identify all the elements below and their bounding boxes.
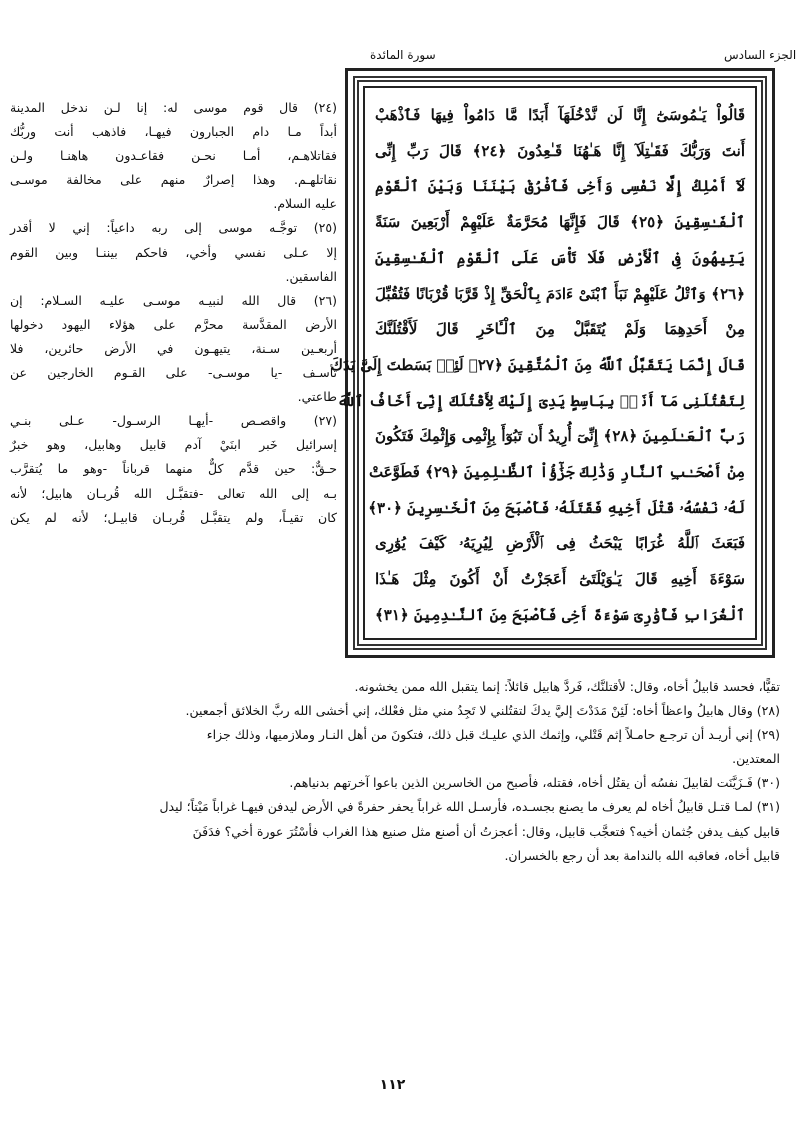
tafsir-line: حـقٌّ: حين قدَّم كلٌّ منهما قرباناً -وهو ما يُتقرَّب <box>10 461 337 477</box>
tafsir-wide-column <box>40 675 780 868</box>
quran-line: ﴿٢٦﴾ وَٱتْلُ عَلَيْهِمْ نَبَأَ ٱبْنَىْ ءَادَمَ بِٱلْحَقِّ إِذْ قَرَّبَا قُرْبَانًا فَتُقُبِّلَ <box>375 284 745 303</box>
quran-line: مِنْ أَحَدِهِمَا وَلَمْ يُتَقَبَّلْ مِنَ ٱلْـَٔاخَرِ قَالَ لَأَقْتُلَنَّكَ <box>375 320 745 339</box>
surah-label: سورة المائدة <box>370 48 436 62</box>
quran-line: ٱلْغُرَابِ فَأُوَٰرِىَ سَوْءَةَ أَخِى فَأَصْبَحَ مِنَ ٱلنَّـٰدِمِينَ ﴿٣١﴾ <box>375 605 745 624</box>
tafsir-line: نقاتلهـم. وهذا إصرارٌ منهم على مخالفة موسـى <box>10 172 337 188</box>
tafsir-line: الأرض المقدَّسة محرَّم على هؤلاء اليهود دخولها <box>10 316 337 332</box>
tafsir-line: المعتدين. <box>732 751 780 767</box>
tafsir-line: (٢٤) قال قوم موسى له: إنا لـن ندخل المدينة <box>10 100 337 115</box>
quran-line: لِتَقْتُلَنِى مَآ أَنَا۠ بِبَاسِطٍ يَدِىَ إِلَيْكَ لِأَقْتُلَكَ إِنِّىٓ أَخَافُ ٱللَّهَ <box>337 391 745 410</box>
tafsir-line: تقيًّا، فحسد قابيلُ أخاه، وقال: لأقتلنَّك، فَردَّ هابيل قائلاً: إنما يتقبل الله ممن يخشونه. <box>354 679 780 694</box>
tafsir-line: إسرائيل خَبر ابنَيْ آدم قابيل وهابيل، وهو خبرٌ <box>10 437 337 453</box>
quran-line: قَالُواْ يَـٰمُوسَىٰٓ إِنَّا لَن نَّدْخُلَهَآ أَبَدًا مَّا دَامُواْ فِيهَا فَٱذْهَبْ <box>375 106 745 124</box>
quran-line: يَتِيهُونَ فِى ٱلْأَرْضِ فَلَا تَأْسَ عَلَى ٱلْقَوْمِ ٱلْفَـٰسِقِينَ <box>375 248 745 267</box>
tafsir-line: فقاتلاهـم، أمـا نحـن فقاعـدون هاهنـا ولـن <box>10 148 337 164</box>
quran-text-frame <box>330 68 775 658</box>
tafsir-line: بـه إلى الله تعالى -فتقبَّـل الله قُربـان هابيل؛ لأنه <box>10 485 337 501</box>
tafsir-line: (٣٠) فَـزَيَّنَت لقابيلَ نفسُه أن يقتُل أخاه، فقتله، فأصبح من الخاسرين الذين باعوا آخرتهم بدنياهم. <box>289 775 780 791</box>
quran-text-block <box>330 86 757 640</box>
page-number: ١١٢ <box>379 1077 406 1093</box>
quran-line: لَآ أَمْلِكُ إِلَّا نَفْسِى وَأَخِى فَٱفْرُقْ بَيْنَنَا وَبَيْنَ ٱلْقَوْمِ <box>375 177 745 196</box>
tafsir-line: كان تقيـاً، ولم يتقبَّـل قُربـان قابيـل؛ لأنه لم يكن <box>10 509 337 525</box>
tafsir-line: إلا عـلى نفسي وأخي، فاحكم بيننـا وبين القوم <box>10 244 337 260</box>
tafsir-line: أربعـين سـنة، يتيهـون في الأرض حائرين، فلا <box>10 340 337 356</box>
tafsir-line: قابيل كيف يدفن جُثمان أخيه؟ فتعجَّب قابيل، وقال: أعجزتُ أن أصنع مثل صنيع هذا الغراب فأسْتُرَ عورة أخي؟ فدَفَنَ <box>192 823 780 839</box>
tafsir-side-column <box>10 96 337 530</box>
quran-line: مِنْ أَصْحَـٰبِ ٱلنَّارِ وَذَٰلِكَ جَزَٰٓؤُاْ ٱلظَّـٰلِمِينَ ﴿٢٩﴾ فَطَوَّعَتْ <box>368 463 745 482</box>
tafsir-line: (٣١) لمـا قتـل قابيلُ أخاه لم يعرف ما يصنع بجسـده، فأرسـل الله غراباً يحفر حفرةً في الأرض ليدفن فيهـا غراباً مَيْتاً؛ ليدل <box>159 799 780 815</box>
tafsir-line: (٢٥) توجَّـه موسى إلى ربه داعياً: إني لا أقدر <box>10 220 337 236</box>
quran-line: لَهُۥ نَفْسُهُۥ قَتْلَ أَخِيهِ فَقَتَلَهُۥ فَأَصْبَحَ مِنَ ٱلْخَـٰسِرِينَ ﴿٣٠﴾ <box>368 498 745 517</box>
tafsir-line: تأسـف -يا موسـى- على القـوم الخارجين عن <box>10 365 337 381</box>
tafsir-line: (٢٩) إني أريـد أن ترجـع حامـلاً إثم قَتْلي، وإثمك الذي عليـك قبل ذلك، فتكونَ من أهل النـار وملازميها، وذلك جزاء <box>206 727 780 743</box>
tafsir-line: (٢٨) وقال هابيلُ واعظاً أخاه: لَئِنْ مَدَدْتَ إليَّ يدكَ لتقتُلني لا تَجِدُ مني مثل فعْلك، إني أخشى الله ربَّ الخلائق أجمعين. <box>185 703 780 719</box>
tafsir-line: طاعتي. <box>297 389 337 405</box>
quran-line: ٱلْفَـٰسِقِينَ ﴿٢٥﴾ قَالَ فَإِنَّهَا مُحَرَّمَةٌ عَلَيْهِمْ أَرْبَعِينَ سَنَةً <box>375 213 745 232</box>
ornamental-border <box>330 76 767 650</box>
quran-line: سَوْءَةَ أَخِيهِ قَالَ يَـٰوَيْلَتَىٰٓ أَعَجَزْتُ أَنْ أَكُونَ مِثْلَ هَـٰذَا <box>375 570 745 589</box>
tafsir-line: أبداً مـا دام الجبارون فيهـا، فاذهب أنت وربُّك <box>10 124 337 140</box>
quran-line: رَبَّ ٱلْعَـٰلَمِينَ ﴿٢٨﴾ إِنِّىٓ أُرِيدُ أَن تَبُوٓأَ بِإِثْمِى وَإِثْمِكَ فَتَكُونَ <box>375 427 745 446</box>
quran-line: قَالَ إِنَّمَا يَتَقَبَّلُ ٱللَّهُ مِنَ ٱلْمُتَّقِينَ ﴿٢٧﴾ لَئِنۢ بَسَطتَ إِلَىَّ يَدَكَ <box>330 355 745 374</box>
tafsir-line: قابيل أخاه، فعاقبه الله بالندامة بعد أن رجع بالخسران. <box>504 847 780 863</box>
tafsir-line: الفاسقين. <box>285 268 337 284</box>
quran-line: أَنتَ وَرَبُّكَ فَقَـٰتِلَآ إِنَّا هَـٰهُنَا قَـٰعِدُونَ ﴿٢٤﴾ قَالَ رَبِّ إِنِّى <box>375 141 745 160</box>
tafsir-line: (٢٦) قال الله لنبيـه موسـى عليـه السـلام: إن <box>10 292 337 308</box>
tafsir-line: عليه السلام. <box>273 196 337 212</box>
tafsir-line: (٢٧) واقصـص -أيهـا الرسـول- عـلى بنـي <box>10 413 337 429</box>
quran-line: فَبَعَثَ ٱللَّهُ غُرَابًا يَبْحَثُ فِى ٱلْأَرْضِ لِيُرِيَهُۥ كَيْفَ يُوَٰرِى <box>375 534 745 553</box>
juz-label: الجزء السادس <box>724 48 796 62</box>
